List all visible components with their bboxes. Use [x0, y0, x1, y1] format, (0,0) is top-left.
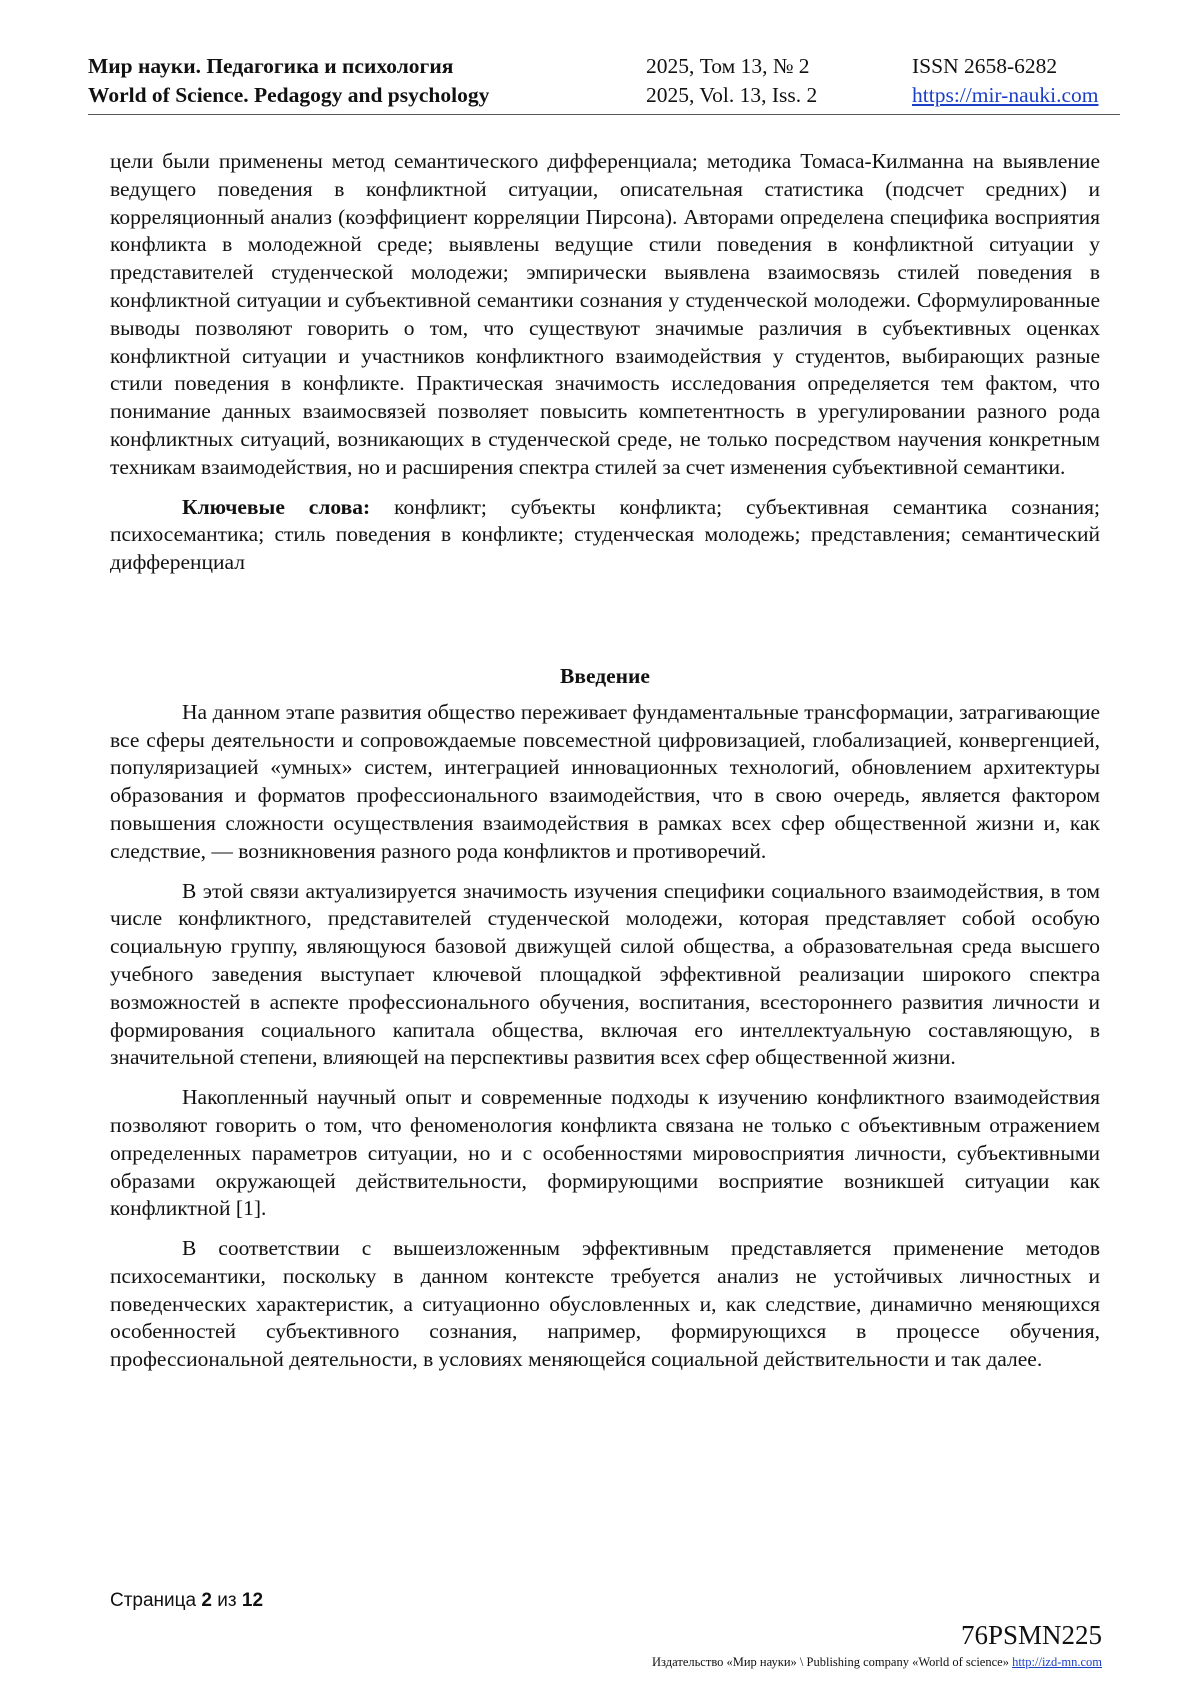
- abstract-text: цели были применены метод семантического дифференциала; методика Томаса-Килманна на выявление ведущего поведения в конфликтной ситуации, описательная статистика (подсчет средних) и корреляционный анализ (коэффициент корреляции Пирсона). Авторами определена специфика восприятия конфликта в молодежной среде; выявлены ведущие стили поведения в конфликтной ситуации у представителей студенческой молодежи; эмпирически выявлена взаимосвязь стилей поведения в конфликтной ситуации и субъективной семантики сознания у студенческой молодежи. Сформулированные выводы позволяют говорить о том, что существуют значимые различия в субъективных оценках конфликтной ситуации и участников конфликтного взаимодействия у студентов, выбирающих разные стили поведения в конфликте. Практическая значимость исследования определяется тем фактом, что понимание данных взаимосвязей позволяет повысить компетентность в урегулировании разного рода конфликтных ситуаций, возникающих в студенческой среде, не только посредством научения конкретным техникам взаимодействия, но и расширения спектра стилей за счет изменения субъективной семантики.: [110, 149, 1100, 479]
- volume-en: 2025, Vol. 13, Iss. 2: [646, 83, 818, 107]
- article-body: [110, 148, 1100, 1374]
- page-header: [88, 52, 1120, 115]
- page-number: [110, 1590, 263, 1612]
- publisher-name: Издательство «Мир науки» \ Publishing company «World of science»: [652, 1655, 1009, 1669]
- page-separator: из: [217, 1590, 237, 1611]
- publisher-line: [652, 1655, 1102, 1670]
- journal-website-link[interactable]: https://mir-nauki.com: [912, 83, 1099, 107]
- keywords-label: Ключевые слова:: [182, 494, 371, 519]
- journal-title-en: World of Science. Pedagogy and psychology: [88, 83, 490, 107]
- issn: ISSN 2658-6282: [912, 54, 1058, 78]
- page-total: 12: [241, 1590, 264, 1611]
- intro-paragraph: В соответствии с вышеизложенным эффективным представляется применение методов психосемантики, поскольку в данном контексте требуется анализ не устойчивых личностных и поведенческих характеристик, а ситуационно обусловленных и, как следствие, динамично меняющихся особенностей субъективного сознания, например, формирующихся в процессе обучения, профессиональной деятельности, в условиях меняющейся социальной действительности и так далее.: [110, 1236, 1100, 1372]
- intro-paragraph: На данном этапе развития общество переживает фундаментальные трансформации, затрагивающие все сферы деятельности и сопровождаемые повсеместной цифровизацией, глобализацией, конвергенцией, популяризацией «умных» систем, интеграцией инновационных технологий, обновлением архитектуры образования и форматов профессионального взаимодействия, что в свою очередь, является фактором повышения сложности осуществления взаимодействия в рамках всех сфер общественной жизни и, как следствие, — возникновения разного рода конфликтов и противоречий.: [110, 699, 1100, 863]
- journal-title-ru: Мир науки. Педагогика и психология: [88, 54, 454, 78]
- intro-paragraph: Накопленный научный опыт и современные подходы к изучению конфликтного взаимодействия позволяют говорить о том, что феноменология конфликта связана не только с объективным отражением определенных параметров ситуации, но и с особенностями мировосприятия личности, субъективными образами окружающей действительности, формирующими восприятие возникшей ситуации как конфликтной [1].: [110, 1085, 1100, 1221]
- publisher-link[interactable]: http://izd-mn.com: [1012, 1655, 1102, 1669]
- volume-ru: 2025, Том 13, № 2: [646, 54, 810, 78]
- issn-block: [912, 52, 1098, 110]
- page-current: 2: [201, 1590, 212, 1611]
- journal-title: [88, 52, 489, 110]
- page-prefix: Страница: [110, 1590, 197, 1611]
- intro-paragraph: В этой связи актуализируется значимость изучения специфики социального взаимодействия, в том числе конфликтного, представителей студенческой молодежи, которая представляет собой особую социальную группу, являющуюся базовой движущей силой общества, а образовательная среда высшего учебного заведения выступает ключевой площадкой эффективной реализации широкого спектра возможностей в аспекте профессионального обучения, воспитания, всестороннего развития личности и формирования социального капитала общества, включая его интеллектуальную составляющую, в значительной степени, влияющей на перспективы развития всех сфер общественной жизни.: [110, 878, 1100, 1070]
- volume-info: [646, 52, 817, 110]
- section-title-introduction: Введение: [560, 663, 650, 688]
- keywords-text: конфликт; субъекты конфликта; субъективная семантика сознания; психосемантика; стиль поведения в конфликте; студенческая молодежь; представления; семантический дифференциал: [110, 494, 1100, 575]
- keywords: [110, 494, 1100, 577]
- article-code: 76PSMN225: [960, 1620, 1102, 1650]
